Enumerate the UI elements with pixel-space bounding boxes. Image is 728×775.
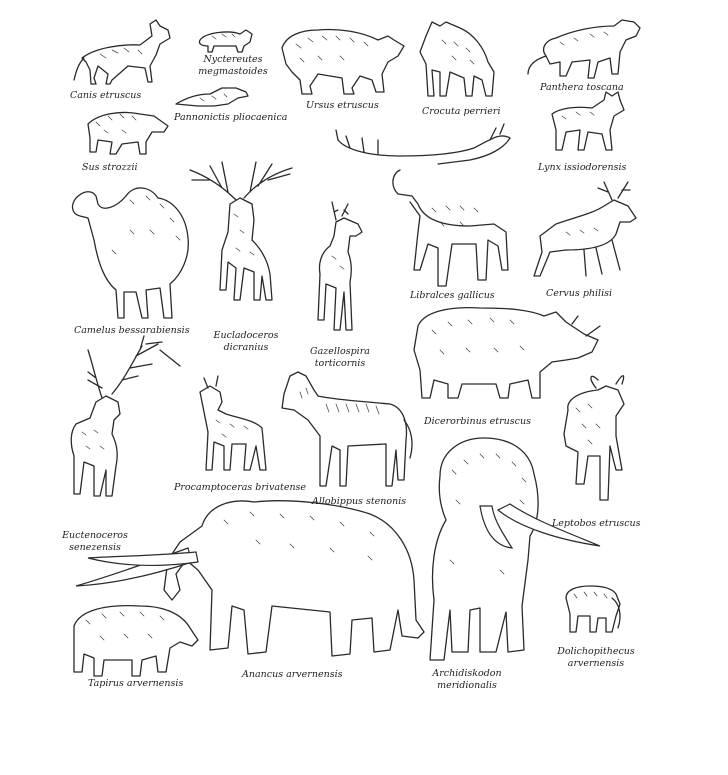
label-line-2: dicranius <box>223 342 269 353</box>
label-text: Crocuta perrieri <box>422 106 501 117</box>
label-line-1: Nyctereutes <box>203 54 263 65</box>
stag-icon <box>71 336 180 496</box>
label-line-1: Dolichopithecus <box>557 646 635 657</box>
label-pannonictis <box>174 112 287 124</box>
mammoth-icon <box>430 438 600 660</box>
label-text: Libralces gallicus <box>410 290 495 301</box>
wolf-icon <box>74 20 170 84</box>
label-line-2: megmastoides <box>198 66 268 77</box>
lynx-icon <box>552 92 624 150</box>
moose-icon <box>336 124 510 286</box>
monkey-icon <box>566 586 620 632</box>
weasel-icon <box>176 88 248 106</box>
bovine-icon <box>564 376 624 500</box>
hyena-icon <box>420 22 494 96</box>
boar-icon <box>88 112 168 154</box>
camel-icon <box>73 188 189 318</box>
label-text: Canis etruscus <box>70 90 142 101</box>
raccoon-dog-icon <box>199 30 252 52</box>
label-line-1: Eucladoceros <box>213 330 279 341</box>
label-eucladoceros <box>206 330 286 354</box>
label-sus-strozzii <box>82 162 138 174</box>
giant-deer-icon <box>190 162 292 300</box>
label-crocuta-perrieri <box>422 106 501 118</box>
label-text: Tapirus arvernensis <box>88 678 184 689</box>
label-procamptoceras <box>174 482 306 494</box>
label-panthera-toscana <box>540 82 624 94</box>
horse-icon <box>282 372 412 486</box>
label-line-1: Euctenoceros <box>62 530 128 541</box>
label-text: Procamptoceras brivatense <box>174 482 307 493</box>
label-text: Sus strozzii <box>82 162 138 173</box>
label-line-1: Archidiskodon <box>432 668 502 679</box>
label-text: Ursus etruscus <box>306 100 379 111</box>
label-text: Allobippus stenonis <box>312 496 407 507</box>
gazelle-icon <box>318 202 362 330</box>
mastodon-icon <box>76 501 424 656</box>
label-text: Panthera toscana <box>540 82 624 93</box>
label-nyctereutes <box>188 54 278 78</box>
label-text: Leptobos etruscus <box>552 518 641 529</box>
label-dicerorhinus <box>424 416 531 428</box>
label-text: Dicerorbinus etruscus <box>424 416 531 427</box>
label-line-2: meridionalis <box>437 680 497 691</box>
label-text: Anancus arvernensis <box>242 669 343 680</box>
label-camelus <box>74 325 190 337</box>
label-lynx <box>538 162 626 174</box>
rhinoceros-icon <box>414 308 600 398</box>
label-line-1: Gazellospira <box>310 346 370 357</box>
label-tapirus <box>88 678 183 690</box>
label-line-2: senezensis <box>69 542 121 553</box>
label-dolichopithecus <box>548 646 644 670</box>
bear-icon <box>282 29 404 94</box>
label-line-2: arvernensis <box>567 658 625 669</box>
label-text: Lynx issiodorensis <box>538 162 627 173</box>
label-leptobos <box>552 518 641 530</box>
label-anancus <box>242 669 342 681</box>
tapir-icon <box>74 606 198 676</box>
label-text: Camelus bessarabiensis <box>74 325 190 336</box>
label-text: Pannonictis pliocaenica <box>174 112 288 123</box>
panther-icon <box>528 20 640 78</box>
label-line-2: torticornis <box>314 358 366 369</box>
label-gazellospira <box>300 346 380 370</box>
deer-icon <box>534 182 636 276</box>
label-ursus-etruscus <box>306 100 379 112</box>
goat-antelope-icon <box>200 376 266 470</box>
label-libralces <box>410 290 495 302</box>
label-cervus-philisi <box>546 288 612 300</box>
label-text: Cervus philisi <box>546 288 613 299</box>
label-canis-etruscus <box>70 90 141 102</box>
label-allohippus <box>312 496 406 508</box>
label-archidiskodon <box>420 668 514 692</box>
label-euctenoceros <box>52 530 138 554</box>
